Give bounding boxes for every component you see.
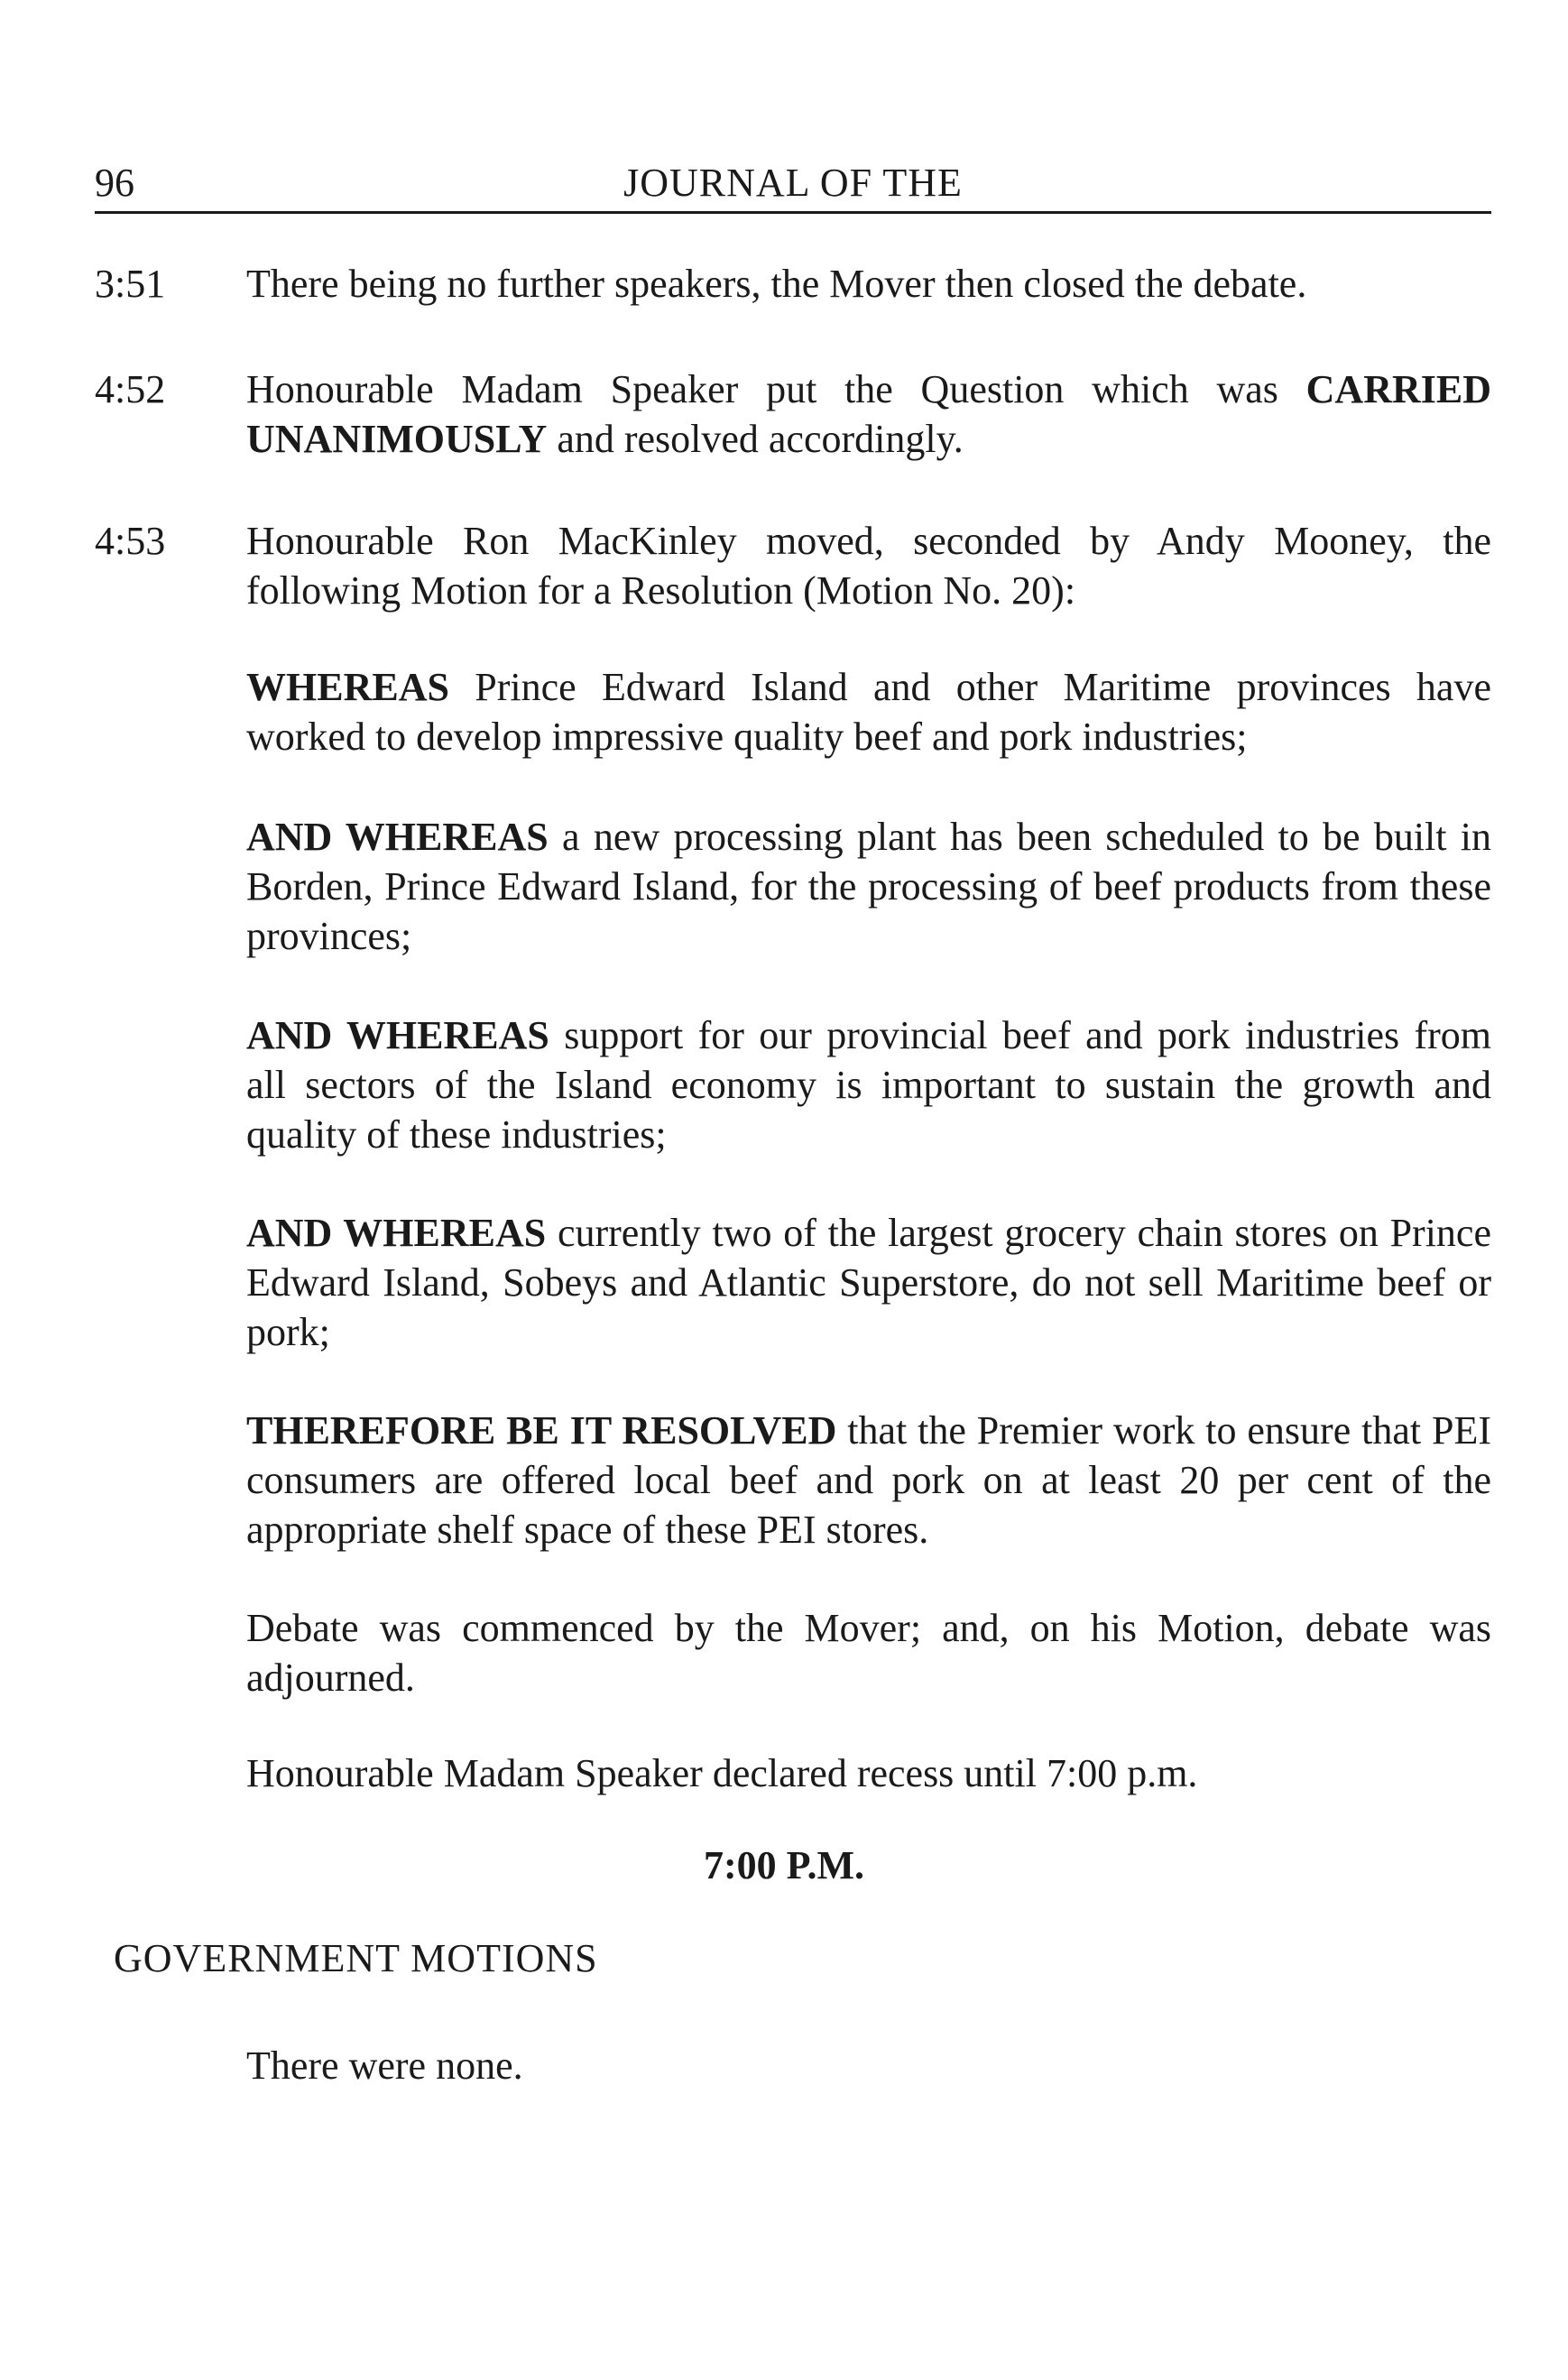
motion-clause-therefore — [246, 1406, 1491, 1554]
clause-text: that the Premier work to ensure that PEI consumers are offered local beef and pork on at least 20 per cent of the appropriate shelf space of these PEI stores. — [246, 1408, 1491, 1552]
clause-text: Prince Edward Island and other Maritime provinces have worked to develop impressive quality beef and pork industries; — [246, 665, 1491, 759]
entry-text: Honourable Ron MacKinley moved, seconded by Andy Mooney, the following Motion for a Resolution (Motion No. 20): — [246, 519, 1491, 613]
recess-note: Honourable Madam Speaker declared recess until 7:00 p.m. — [246, 1751, 1198, 1795]
entry-text — [246, 364, 1491, 464]
motion-clause-whereas — [246, 662, 1491, 761]
motion-clause-and-whereas-stores — [246, 1208, 1491, 1357]
page-number: 96 — [95, 161, 134, 205]
entry-text: There being no further speakers, the Mover then closed the debate. — [246, 262, 1307, 306]
clause-text: a new processing plant has been scheduled to be built in Borden, Prince Edward Island, for the processing of beef products from these provinces; — [246, 815, 1491, 958]
motion-clause-and-whereas-support — [246, 1010, 1491, 1159]
section-body: There were none. — [246, 2043, 523, 2088]
debate-note: Debate was commenced by the Mover; and, on his Motion, debate was adjourned. — [246, 1606, 1491, 1700]
motion-clause-and-whereas-plant — [246, 812, 1491, 961]
time-heading: 7:00 P.M. — [703, 1843, 865, 1887]
clause-lead: THEREFORE BE IT RESOLVED — [246, 1408, 837, 1453]
clause-text: support for our provincial beef and pork industries from all sectors of the Island economy is important to sustain the growth and quality of these industries; — [246, 1013, 1491, 1157]
section-heading: GOVERNMENT MOTIONS — [114, 1936, 598, 1980]
clause-lead: AND WHEREAS — [246, 1013, 549, 1057]
running-title: JOURNAL OF THE — [623, 161, 963, 205]
entry-number: 3:51 — [95, 262, 166, 306]
clause-text: currently two of the largest grocery chain stores on Prince Edward Island, Sobeys and Atlantic Superstore, do not sell Maritime beef or pork; — [246, 1211, 1491, 1354]
carried-unanimously-label: CARRIED UNANIMOUSLY — [246, 367, 1491, 461]
clause-lead: AND WHEREAS — [246, 815, 549, 859]
clause-lead: WHEREAS — [246, 665, 449, 709]
entry-text-end: and resolved accordingly. — [547, 417, 964, 461]
entry-text-start: Honourable Madam Speaker put the Question which was — [246, 367, 1306, 411]
page-header — [95, 161, 1491, 214]
entry-number: 4:52 — [95, 367, 166, 411]
entry-number: 4:53 — [95, 519, 166, 563]
clause-lead: AND WHEREAS — [246, 1211, 547, 1255]
